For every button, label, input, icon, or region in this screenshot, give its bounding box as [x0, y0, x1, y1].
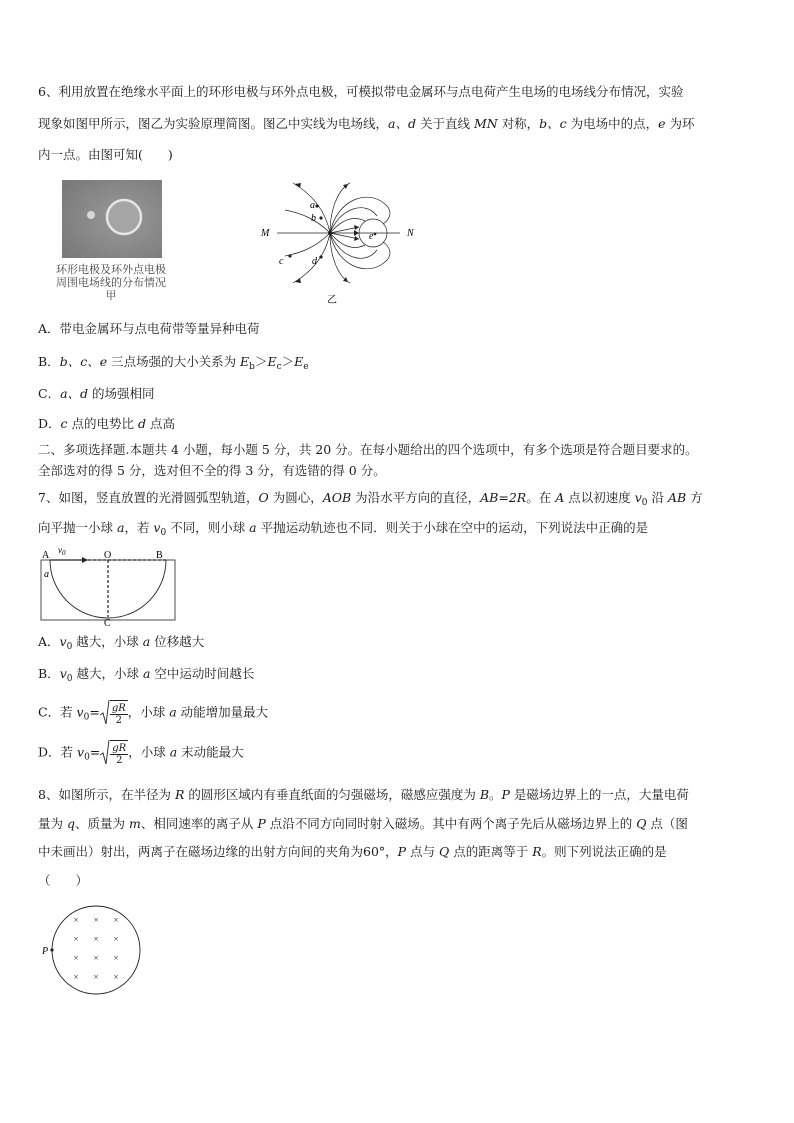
text: 点的距离等于 — [449, 844, 533, 859]
label-A: A — [42, 550, 50, 561]
field-cross: × — [73, 953, 79, 963]
var: Q — [636, 816, 647, 831]
field-cross: × — [93, 915, 99, 925]
field-cross: × — [113, 915, 119, 925]
field-cross: × — [113, 953, 119, 963]
var: a — [142, 666, 151, 681]
text: 点的电势比 — [67, 416, 138, 431]
text: 为沿水平方向的直径， — [351, 490, 481, 505]
q7-stem-line2: 向平抛一小球 a，若 $v_0$ 不同，则小球 a 平抛运动轨迹也不同．则关于小球在空中的运动，下列说法中正确的是 — [38, 520, 649, 538]
caption-line: 甲 — [105, 289, 117, 302]
text: 。则下列说法正确的是 — [541, 844, 667, 859]
text: 点（图 — [646, 816, 688, 831]
q8-stem-line2 — [38, 816, 688, 832]
fig-yi-field-lines — [255, 178, 430, 308]
text: ，小球 — [128, 744, 170, 760]
text: 7、如图，竖直放置的光滑圆弧型轨道， — [38, 490, 259, 505]
text: ，小球 — [127, 704, 170, 720]
text: 越大，小球 — [72, 666, 143, 681]
fig-yi-caption: 乙 — [327, 295, 337, 306]
q6-option-c[interactable] — [38, 386, 155, 402]
text: 方 — [686, 490, 703, 505]
text: = — [89, 744, 101, 760]
var: Q — [439, 844, 450, 859]
var: P — [501, 787, 510, 802]
var: gR — [112, 743, 127, 754]
section2-instructions-line1: 二、多项选择题.本题共 4 小题，每小题 5 分，共 20 分。在每小题给出的四个选项中，有多个选项是符合题目要求的。 — [38, 442, 698, 457]
var: P — [397, 844, 407, 859]
text: 中未画出）射出，两离子在磁场边缘的出射方向间的夹角为60°， — [38, 844, 398, 859]
text: 2 — [116, 755, 123, 766]
field-cross: × — [113, 934, 119, 944]
label-B: B — [156, 550, 163, 561]
text: 现象如图甲所示，图乙为实验原理简图。图乙中实线为电场线， — [38, 116, 389, 131]
field-cross: × — [93, 972, 99, 982]
var: b、c、e — [59, 354, 108, 369]
text: 为圆心， — [268, 490, 323, 505]
q6-stem-line2 — [38, 116, 695, 132]
text: 平抛运动轨迹也不同．则关于小球在空中的运动，下列说法中正确的是 — [256, 520, 649, 535]
q7-option-d[interactable]: D．若 $v_0=$ $\frac{gR}{2}$，小球 a 末动能最大 — [38, 740, 244, 770]
var: P — [257, 816, 266, 831]
text: 对称， — [497, 116, 540, 131]
fig-jia-photo — [62, 180, 162, 258]
text: 是磁场边界上的一点，大量电荷 — [509, 787, 689, 802]
field-cross: × — [93, 934, 99, 944]
text: A． — [38, 634, 60, 649]
label-b: b — [311, 213, 316, 224]
var: m — [128, 816, 141, 831]
var: A — [555, 490, 565, 505]
text: ，若 — [124, 520, 154, 535]
text: 2 — [115, 715, 122, 726]
text: C． — [38, 386, 61, 401]
var: E — [294, 354, 304, 369]
text: B． — [38, 666, 60, 681]
var: a、d — [60, 386, 89, 401]
text: 。 — [489, 787, 502, 802]
text: D． — [38, 416, 61, 431]
label-v0: $v_0$ — [58, 545, 66, 557]
text: 末动能最大 — [177, 744, 244, 760]
label-M: M — [261, 228, 270, 239]
caption-line: 环形电极及环外点电极 — [56, 263, 166, 276]
text: 、质量为 — [75, 816, 129, 831]
label-a: a — [310, 200, 315, 211]
text: 。在 — [526, 490, 556, 505]
text: D．若 — [38, 744, 77, 760]
text: 空中运动时间越长 — [150, 666, 255, 681]
text: 沿 — [647, 490, 668, 505]
label-a: a — [44, 569, 49, 580]
var: R — [174, 787, 185, 802]
label-d: d — [312, 256, 317, 267]
field-cross: × — [93, 953, 99, 963]
q6-option-d[interactable] — [38, 416, 175, 432]
var: B — [479, 787, 489, 802]
var: v — [59, 634, 67, 649]
text: 的圆形区域内有垂直纸面的匀强磁场，磁感应强度为 — [184, 787, 480, 802]
var: AB — [667, 490, 687, 505]
var: d — [138, 416, 147, 431]
text: = — [89, 704, 100, 720]
field-cross: × — [73, 915, 79, 925]
text: 位移越大 — [150, 634, 205, 649]
fig-jia-caption — [46, 263, 176, 302]
text: C．若 — [38, 704, 77, 720]
q8-answer-blank: （ ） — [38, 873, 89, 888]
label-N: N — [407, 228, 414, 239]
section2-instructions-line2: 全部选对的得 5 分，选对但不全的得 3 分，有选错的得 0 分。 — [38, 463, 386, 478]
text: 越大，小球 — [72, 634, 143, 649]
var: v — [59, 666, 67, 681]
field-cross: × — [73, 972, 79, 982]
var: b、c — [539, 116, 567, 131]
var: a、d — [388, 116, 416, 131]
text: 量为 — [38, 816, 67, 831]
q7-option-c[interactable]: C．若 $v_0=$ $\frac{gR}{2}$，小球 a 动能增加量最大 — [38, 700, 268, 730]
text: 不同，则小球 — [166, 520, 250, 535]
var: O — [258, 490, 269, 505]
field-cross: × — [73, 934, 79, 944]
var: v — [634, 490, 642, 505]
var: a — [142, 634, 151, 649]
var: e — [658, 116, 666, 131]
q8-stem-line1 — [38, 787, 689, 803]
q7-option-b[interactable]: B．$v_0$ 越大，小球 a 空中运动时间越长 — [38, 666, 255, 684]
var: q — [66, 816, 75, 831]
var: E — [240, 354, 250, 369]
q6-option-a[interactable]: A．带电金属环与点电荷带等量异种电荷 — [38, 321, 260, 336]
var: c — [60, 416, 68, 431]
text: B． — [38, 354, 60, 369]
sqrt-expression — [100, 740, 128, 766]
sqrt-expression — [100, 700, 128, 726]
text: 点沿不同方向同时射入磁场。其中有两个离子先后从磁场边界上的 — [265, 816, 637, 831]
text: 关于直线 — [415, 116, 474, 131]
text: 为环 — [665, 116, 695, 131]
text: 动能增加量最大 — [176, 704, 269, 720]
caption-line: 周围电场线的分布情况 — [56, 276, 166, 289]
var: v — [153, 520, 161, 535]
q8-figure-magnetic-field — [38, 903, 143, 999]
q6-stem-line1: 6、利用放置在绝缘水平面上的环形电极与环外点电极，可模拟带电金属环与点电荷产生电场的电场线分布情况，实验 — [38, 84, 684, 99]
text: 点与 — [406, 844, 440, 859]
text: 的场强相同 — [88, 386, 155, 401]
text: 点以初速度 — [564, 490, 635, 505]
var: AB=2R — [480, 490, 527, 505]
label-P: P — [42, 946, 49, 957]
var: MN — [473, 116, 498, 131]
text: 三点场强的大小关系为 — [107, 354, 241, 369]
var: gR — [111, 703, 126, 714]
var: a — [249, 520, 257, 535]
var: a — [169, 744, 178, 760]
label-O: O — [104, 550, 112, 561]
var: v — [76, 704, 84, 720]
label-C: C — [104, 618, 111, 627]
field-cross: × — [113, 972, 119, 982]
text: 、相同速率的离子从 — [140, 816, 258, 831]
var: a — [116, 520, 125, 535]
label-e: e — [369, 231, 374, 242]
q7-figure-arc-track — [38, 545, 178, 627]
q6-stem-line3: 内一点。由图可知( ) — [38, 147, 173, 162]
var: E — [267, 354, 277, 369]
var: R — [532, 844, 542, 859]
q8-stem-line3 — [38, 844, 667, 860]
q7-option-a[interactable]: A．$v_0$ 越大，小球 a 位移越大 — [38, 634, 205, 652]
q6-option-b[interactable]: B．b、c、e 三点场强的大小关系为 $E_b>E_c>E_e$ — [38, 354, 309, 372]
var: v — [77, 744, 85, 760]
text: 点高 — [146, 416, 175, 431]
label-c: c — [279, 256, 284, 267]
text: 8、如图所示，在半径为 — [38, 787, 175, 802]
var: AOB — [322, 490, 352, 505]
q7-stem-line1: 7、如图，竖直放置的光滑圆弧型轨道，O 为圆心，AOB 为沿水平方向的直径，AB=2R。在 A 点以初速度 $v_0$ 沿 AB 方 — [38, 490, 703, 508]
text: 向平抛一小球 — [38, 520, 117, 535]
var: a — [169, 704, 177, 720]
text: 为电场中的点， — [566, 116, 659, 131]
